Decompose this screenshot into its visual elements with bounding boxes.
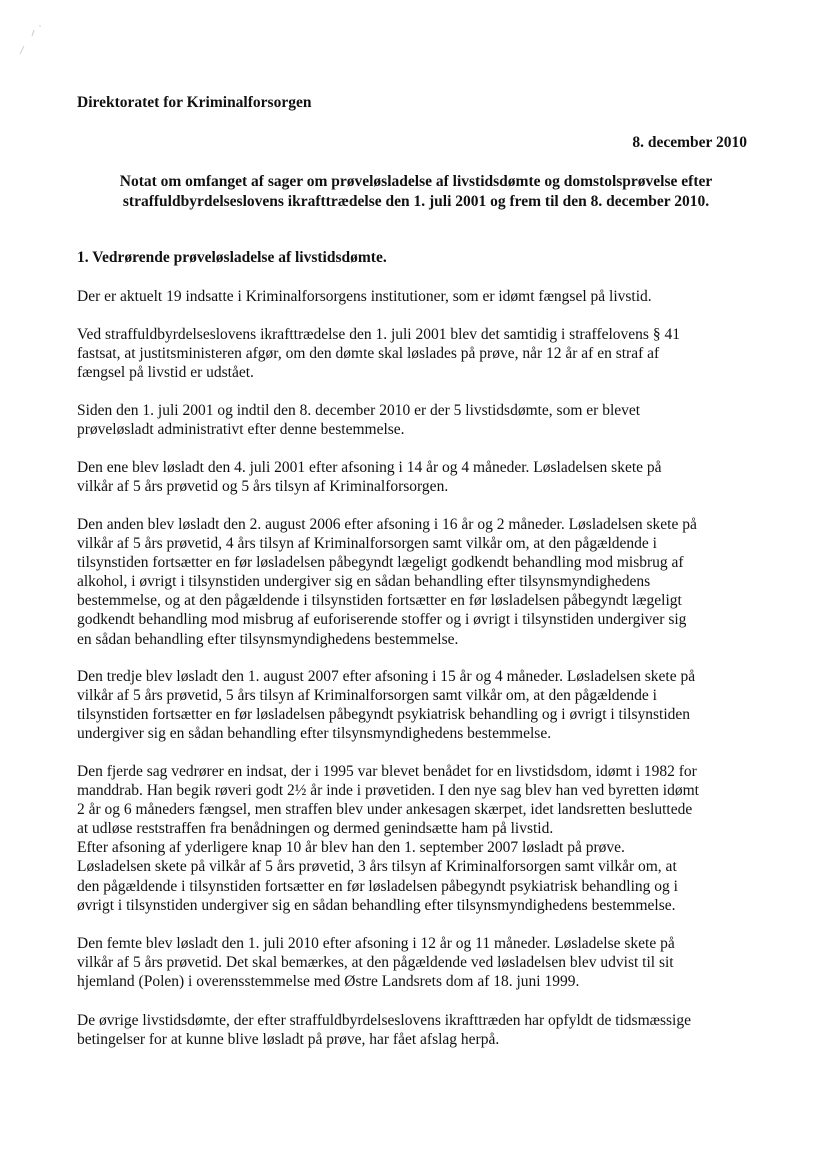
document-title [60,172,772,212]
text-line: Der er aktuelt 19 indsatte i Kriminalforsorgens institutioner, som er idømt fængsel på livstid. [77,288,652,305]
paragraph-case-one [77,458,757,496]
paragraph-summary-count [77,401,757,439]
text-line: bestemmelse, og at den pågældende i tilsynstiden fortsætter en før løsladelsen påbegyndt lægeligt [77,592,682,610]
text-line: Den anden blev løsladt den 2. august 2006 efter afsoning i 16 år og 2 måneder. Løsladelsen skete på [77,516,697,533]
text-line: manddrab. Han begik røveri godt 2½ år inde i prøvetiden. I den nye sag blev han ved byretten idømt [77,782,699,800]
text-line: betingelser for at kunne blive løsladt på prøve, har fået afslag herpå. [77,1031,500,1049]
title-line: Notat om omfanget af sager om prøveløsladelse af livstidsdømte og domstolsprøvelse efter [119,173,713,190]
text-line: at udløse reststraffen fra benådningen og dermed genindsætte ham på livstid. [77,820,554,838]
text-line: fængsel på livstid er udstået. [77,364,254,382]
text-line: Efter afsoning af yderligere knap 10 år blev han den 1. september 2007 løsladt på prøve. [77,839,625,857]
paragraph-case-three [77,667,757,743]
text-line: Løsladelsen skete på vilkår af 5 års prøvetid, 3 års tilsyn af Kriminalforsorgen samt vilkår om, at [77,858,677,876]
text-line: prøveløsladt administrativt efter denne bestemmelse. [77,421,405,439]
paragraph-current-inmates [77,287,757,306]
text-line: alkohol, i øvrigt i tilsynstiden undergiver sig en sådan behandling efter tilsynsmyndighedens [77,573,651,591]
text-line: Siden den 1. juli 2001 og indtil den 8. december 2010 er der 5 livstidsdømte, som er blevet [77,402,641,419]
text-line: vilkår af 5 års prøvetid, 4 års tilsyn af Kriminalforsorgen samt vilkår om, at den pågældende i [77,535,657,553]
text-line: en sådan behandling efter tilsynsmyndighedens bestemmelse. [77,630,459,648]
text-line: De øvrige livstidsdømte, der efter straffuldbyrdelseslovens ikrafttræden har opfyldt de tidsmæssige [77,1012,691,1029]
text-line: Den femte blev løsladt den 1. juli 2010 efter afsoning i 12 år og 11 måneder. Løsladelse skete på [77,935,675,952]
paragraph-case-two [77,515,757,649]
text-line: den pågældende i tilsynstiden fortsætter en før løsladelsen påbegyndt psykiatrisk behandling og i [77,877,678,895]
paragraph-case-four [77,762,757,915]
section-heading: 1. Vedrørende prøveløsladelse af livstidsdømte. [77,249,387,266]
paragraph-remaining-rejected [77,1011,757,1049]
scan-artifact-mark [10,22,50,62]
text-line: Ved straffuldbyrdelseslovens ikrafttrædelse den 1. juli 2001 blev det samtidig i straffelovens § 41 [77,326,680,343]
text-line: vilkår af 5 års prøvetid. Det skal bemærkes, at den pågældende ved løsladelsen blev udvist til sit [77,954,674,972]
text-line: godkendt behandling mod misbrug af euforiserende stoffer og i øvrigt i tilsynstiden undergiver sig [77,611,687,629]
title-line: straffuldbyrdelseslovens ikrafttrædelse den 1. juli 2001 og frem til den 8. december 2010. [122,193,710,210]
text-line: undergiver sig en sådan behandling efter tilsynsmyndighedens bestemmelse. [77,725,552,743]
text-line: 2 år og 6 måneders fængsel, men straffen blev under ankesagen skærpet, idet landsretten besluttede [77,801,693,819]
organization-name: Direktoratet for Kriminalforsorgen [77,94,312,111]
document-date: 8. december 2010 [632,134,747,151]
text-line: tilsynstiden fortsætter en før løsladelsen påbegyndt psykiatrisk behandling og i øvrigt i tilsynstiden [77,706,691,724]
text-line: fastsat, at justitsministeren afgør, om den dømte skal løslades på prøve, når 12 år af en straf af [77,345,660,363]
text-line: vilkår af 5 års prøvetid, 5 års tilsyn af Kriminalforsorgen samt vilkår om, at den pågældende i [77,687,657,705]
text-line: hjemland (Polen) i overensstemmelse med Østre Landsrets dom af 18. juni 1999. [77,973,580,991]
text-line: Den tredje blev løsladt den 1. august 2007 efter afsoning i 15 år og 4 måneder. Løsladelsen skete på [77,668,696,685]
text-line: vilkår af 5 års prøvetid og 5 års tilsyn af Kriminalforsorgen. [77,478,449,496]
text-line: tilsynstiden fortsætter en før løsladelsen påbegyndt lægeligt godkendt behandling mod misbrug af [77,554,684,572]
text-line: Den ene blev løsladt den 4. juli 2001 efter afsoning i 14 år og 4 måneder. Løsladelsen skete på [77,459,662,476]
text-line: øvrigt i tilsynstiden undergiver sig en sådan behandling efter tilsynsmyndighedens bestemmelse. [77,896,676,914]
paragraph-legal-basis [77,325,757,382]
paragraph-case-five [77,934,757,991]
text-line: Den fjerde sag vedrører en indsat, der i 1995 var blevet benådet for en livstidsdom, idømt i 1982 for [77,763,697,780]
